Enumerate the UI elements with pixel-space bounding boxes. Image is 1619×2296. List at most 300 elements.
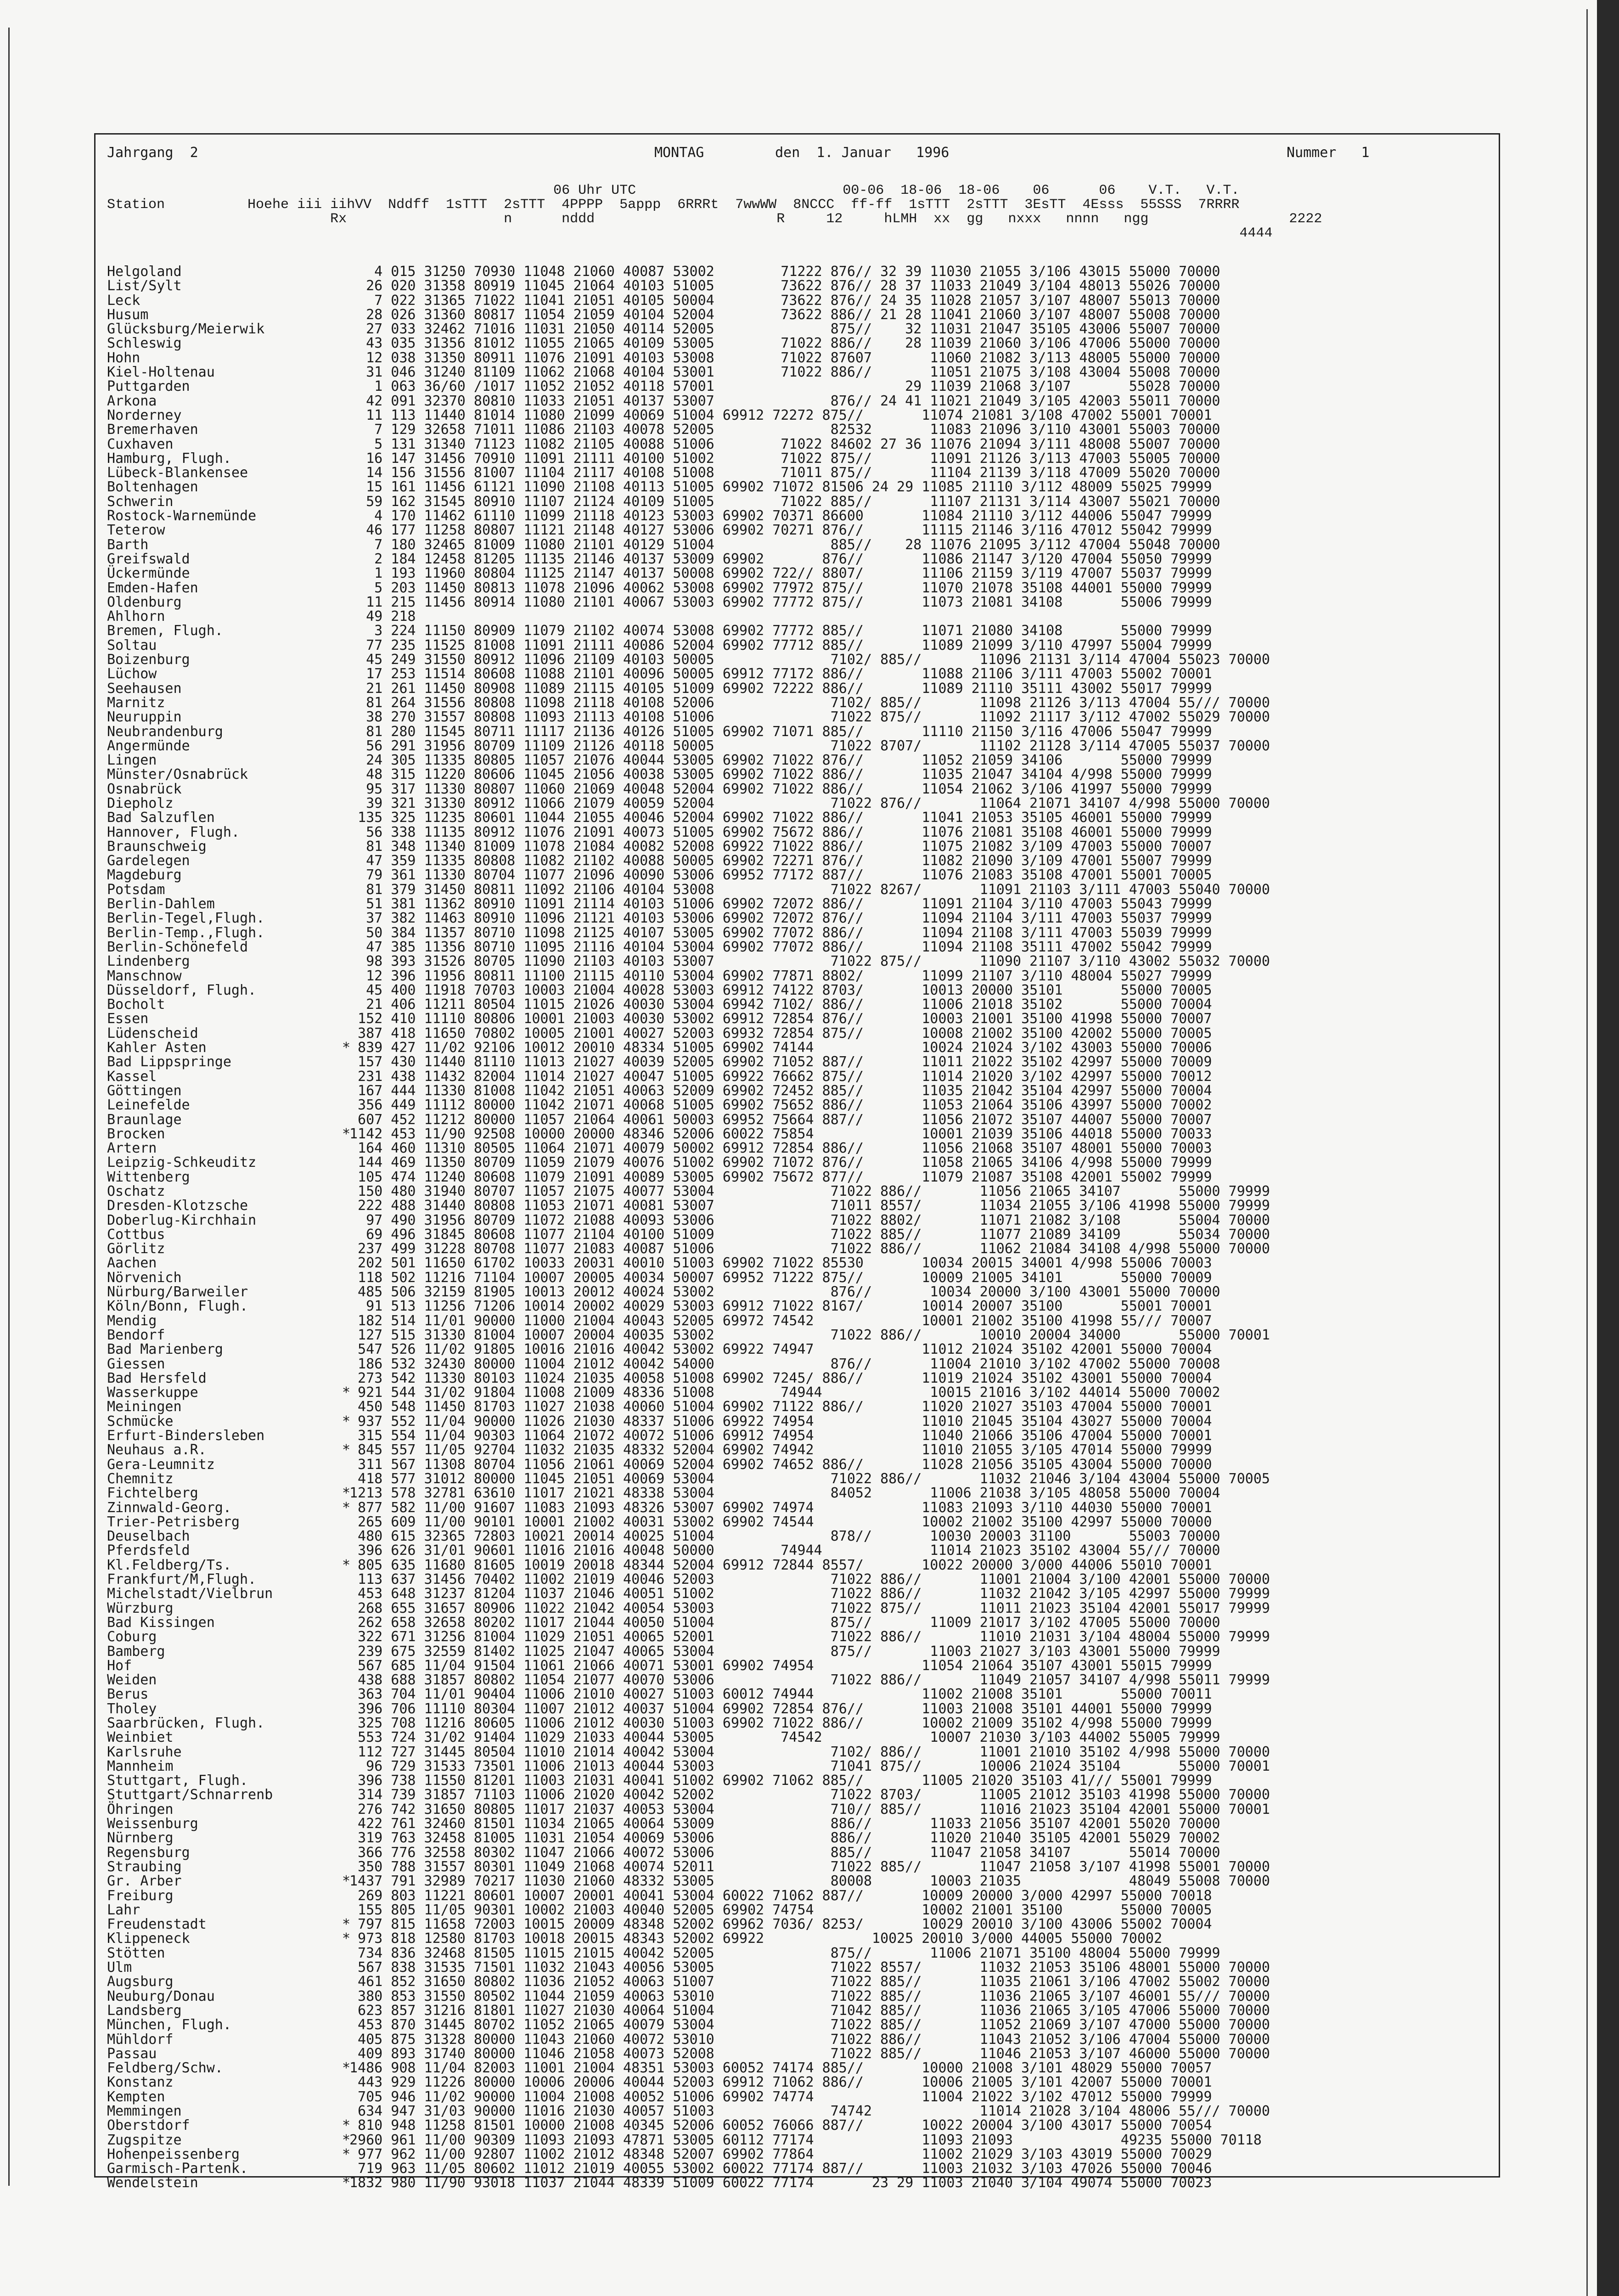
station-values: 113 637 31456 70402 11002 21019 40046 52003 71022 886// 11001 21004 3/100 42001 55000 70000 bbox=[349, 1571, 1270, 1588]
station-name: Puttgarden bbox=[107, 378, 190, 395]
station-name: Tholey bbox=[107, 1700, 157, 1717]
station-values: 461 852 31650 80802 11036 21052 40063 51007 71022 885// 11035 21061 3/106 47002 55002 70000 bbox=[349, 1974, 1270, 1990]
station-name: Doberlug-Kirchhain bbox=[107, 1212, 257, 1228]
station-row bbox=[107, 1155, 1484, 1170]
station-name: Giessen bbox=[107, 1356, 165, 1372]
station-values: 186 532 32430 80000 11004 21012 40042 54000 876// 11004 21010 3/102 47002 55000 70008 bbox=[349, 1356, 1220, 1372]
station-row bbox=[107, 954, 1484, 968]
station-values: 356 449 11112 80000 11042 21071 40068 51005 69902 75652 886// 11053 21064 35106 43997 55000 70002 bbox=[349, 1097, 1212, 1114]
station-name: Bad Hersfeld bbox=[107, 1370, 207, 1386]
station-values: 42 091 32370 80810 11033 21051 40137 53007 876// 24 41 11021 21049 3/105 42003 55011 70000 bbox=[349, 393, 1220, 409]
station-values: 48 315 11220 80606 11045 21056 40038 53005 69902 71022 886// 11035 21047 34104 4/998 55000 79999 bbox=[349, 766, 1212, 783]
station-values: 973 818 12580 81703 10018 20015 48343 52002 69922 10025 20010 3/000 44005 55000 70002 bbox=[349, 1930, 1163, 1947]
station-row bbox=[107, 480, 1484, 494]
station-name: Magdeburg bbox=[107, 867, 182, 884]
station-values: 157 430 11440 81110 11013 21027 40039 52005 69902 71052 887// 11011 21022 35102 42997 55000 70009 bbox=[349, 1054, 1212, 1070]
station-name: Oberstdorf bbox=[107, 2117, 190, 2134]
station-values: 202 501 11650 61702 10033 20031 40010 51003 69902 71022 85530 10034 20015 34001 4/998 55006 70003 bbox=[349, 1255, 1212, 1272]
station-values: 2960 961 11/00 90309 11093 21093 47871 53005 60112 77174 11093 21093 49235 55000 70118 bbox=[349, 2132, 1262, 2148]
station-values: 81 348 11340 81009 11078 21084 40082 52008 69922 71022 886// 11075 21082 3/109 47003 55000 70007 bbox=[349, 838, 1212, 855]
station-values: 38 270 31557 80808 11093 21113 40108 51006 71022 875// 11092 21117 3/112 47002 55029 70000 bbox=[349, 709, 1270, 726]
station-values: 77 235 11525 81008 11091 21111 40086 52004 69902 77712 885// 11089 21099 3/110 47997 55004 79999 bbox=[349, 637, 1212, 653]
station-name: Ulm bbox=[107, 1959, 132, 1976]
station-values: 47 359 11335 80808 11082 21102 40088 50005 69902 72271 876// 11082 21090 3/109 47001 55007 79999 bbox=[349, 853, 1212, 869]
station-row bbox=[107, 940, 1484, 954]
binder-edge bbox=[0, 28, 10, 2186]
station-name: Zinnwald-Georg. bbox=[107, 1499, 231, 1516]
station-name: Meiningen bbox=[107, 1399, 182, 1415]
station-name: Soltau bbox=[107, 637, 157, 653]
station-name: Potsdam bbox=[107, 881, 165, 898]
station-row bbox=[107, 1572, 1484, 1587]
station-name: Leipzig-Schkeuditz bbox=[107, 1154, 257, 1171]
station-row bbox=[107, 1227, 1484, 1242]
station-values: 81 379 31450 80811 11092 21106 40104 53008 71022 8267/ 11091 21103 3/111 47003 55040 70000 bbox=[349, 881, 1270, 898]
station-row bbox=[107, 696, 1484, 710]
mountain-station-marker: * bbox=[342, 1557, 351, 1573]
station-values: 805 635 11680 81605 10019 20018 48344 52004 69912 72844 8557/ 10022 20000 3/000 44006 55010 70001 bbox=[349, 1557, 1212, 1573]
station-values: 7 129 32658 71011 11086 21103 40078 52005 82532 11083 21096 3/110 43001 55003 70000 bbox=[349, 422, 1220, 438]
station-name: Bremen, Flugh. bbox=[107, 623, 223, 639]
station-values: 21 261 11450 80908 11089 21115 40105 51009 69902 72222 886// 11089 21110 35111 43002 55017 79999 bbox=[349, 680, 1212, 697]
station-name: Konstanz bbox=[107, 2074, 174, 2091]
station-values: 418 577 31012 80000 11045 21051 40069 53004 71022 886// 11032 21046 3/104 43004 55000 70005 bbox=[349, 1470, 1270, 1487]
station-values: 96 729 31533 73501 11006 21013 40044 53003 71041 875// 10006 21024 35104 55000 70001 bbox=[349, 1758, 1270, 1774]
station-values: 155 805 11/05 90301 10002 21003 40040 52005 69902 74754 10002 21001 35100 55000 70005 bbox=[349, 1902, 1212, 1918]
station-name: Neuburg/Donau bbox=[107, 1988, 215, 2004]
station-row bbox=[107, 1903, 1484, 1917]
station-row bbox=[107, 710, 1484, 724]
station-name: Ückermünde bbox=[107, 565, 190, 582]
station-name: Brocken bbox=[107, 1125, 165, 1142]
station-values: 1213 578 32781 63610 11017 21021 48338 53004 84052 11006 21038 3/105 48058 55000 70004 bbox=[349, 1485, 1220, 1502]
station-values: 877 582 11/00 91607 11083 21093 48326 53007 69902 74974 11083 21093 3/110 44030 55000 70001 bbox=[349, 1499, 1212, 1516]
station-name: Oschatz bbox=[107, 1183, 165, 1199]
station-row bbox=[107, 2018, 1484, 2032]
station-name: Manschnow bbox=[107, 968, 182, 984]
station-name: Gr. Arber bbox=[107, 1873, 182, 1890]
station-row bbox=[107, 1285, 1484, 1299]
station-row bbox=[107, 1113, 1484, 1127]
station-row bbox=[107, 1788, 1484, 1802]
station-name: List/Sylt bbox=[107, 278, 182, 294]
station-values: 152 410 11110 80806 10001 21003 40030 53002 69912 72854 876// 10003 21001 35100 41998 55000 70007 bbox=[349, 1011, 1212, 1027]
station-values: 118 502 11216 71104 10007 20005 40034 50007 69952 71222 875// 10009 21005 34101 55000 70009 bbox=[349, 1269, 1212, 1286]
station-name: Klippeneck bbox=[107, 1930, 190, 1947]
station-values: 5 203 11450 80813 11078 21096 40062 53008 69902 77972 875// 11070 21078 35108 44001 55000 79999 bbox=[349, 580, 1212, 596]
station-row bbox=[107, 1745, 1484, 1759]
station-values: 50 384 11357 80710 11098 21125 40107 53005 69902 77072 886// 11094 21108 3/111 47003 55039 79999 bbox=[349, 924, 1212, 941]
station-row bbox=[107, 2118, 1484, 2133]
station-name: Osnabrück bbox=[107, 781, 182, 797]
station-name: Barth bbox=[107, 536, 149, 553]
station-values: 607 452 11212 80000 11057 21064 40061 50003 69952 75664 887// 11056 21072 35107 44007 55000 70007 bbox=[349, 1111, 1212, 1128]
station-row bbox=[107, 1687, 1484, 1701]
station-row bbox=[107, 1256, 1484, 1270]
station-name: Kassel bbox=[107, 1068, 157, 1085]
date: den 1. Januar 1996 bbox=[775, 145, 950, 161]
station-row bbox=[107, 2075, 1484, 2089]
station-name: Karlsruhe bbox=[107, 1744, 182, 1760]
station-row bbox=[107, 997, 1484, 1012]
station-name: Garmisch-Partenk. bbox=[107, 2161, 248, 2177]
station-values: 4 015 31250 70930 11048 21060 40087 53002 71222 876// 32 39 11030 21055 3/106 43015 55000 70000 bbox=[349, 264, 1220, 280]
station-name: Lübeck-Blankensee bbox=[107, 465, 248, 481]
station-name: Leinefelde bbox=[107, 1097, 190, 1114]
station-name: Dresden-Klotzsche bbox=[107, 1198, 248, 1214]
station-row bbox=[107, 1429, 1484, 1443]
station-row bbox=[107, 1242, 1484, 1256]
station-values: 12 396 11956 80811 11100 21115 40110 53004 69902 77871 8802/ 11099 21107 3/110 48004 55027 79999 bbox=[349, 968, 1212, 984]
station-row bbox=[107, 796, 1484, 810]
station-row bbox=[107, 825, 1484, 839]
station-values: 450 548 11450 81703 11027 21038 40060 51004 69902 71122 886// 11020 21027 35103 47004 55000 70001 bbox=[349, 1399, 1212, 1415]
station-name: Michelstadt/Vielbrun bbox=[107, 1586, 273, 1602]
station-name: Greifswald bbox=[107, 551, 190, 567]
station-row bbox=[107, 365, 1484, 379]
station-row bbox=[107, 293, 1484, 308]
station-values: 937 552 11/04 90000 11026 21030 48337 51006 69922 74954 11010 21045 35104 43027 55000 70004 bbox=[349, 1413, 1212, 1429]
station-row bbox=[107, 782, 1484, 796]
station-values: 276 742 31650 80805 11017 21037 40053 53004 710// 885// 11016 21023 35104 42001 55000 70001 bbox=[349, 1801, 1270, 1818]
station-name: Deuselbach bbox=[107, 1528, 190, 1545]
station-name: Hohn bbox=[107, 349, 141, 366]
station-row bbox=[107, 983, 1484, 997]
station-values: 12 038 31350 80911 11076 21091 40103 53008 71022 87607 11060 21082 3/113 48005 55000 70000 bbox=[349, 349, 1220, 366]
station-name: Fichtelberg bbox=[107, 1485, 198, 1502]
station-row bbox=[107, 495, 1484, 509]
column-headers: 06 Uhr UTC 00-06 18-06 18-06 06 06 V.T. V.T. Station Hoehe iii iihVV Nddff 1sTTT 2sTTT 4PPPP 5appp 6RRRt 7wwWW 8NCCC ff-ff 1sTTT 2sTTT 3EsTT 4Esss 55SSS 7RRRR Rx n nddd R 12 hLMH xx gg nxxx nnnn ngg 2222 4444 bbox=[107, 183, 1322, 241]
station-values: 45 249 31550 80912 11096 21109 40103 50005 7102/ 885// 11096 21131 3/114 47004 55023 70000 bbox=[349, 652, 1270, 668]
station-values: 322 671 31256 81004 11029 21051 40065 52001 71022 886// 11010 21031 3/104 48004 55000 79999 bbox=[349, 1629, 1270, 1645]
station-values: 16 147 31456 70910 11091 21111 40100 51002 71022 875// 11091 21126 3/113 47003 55005 70000 bbox=[349, 450, 1220, 467]
station-name: Düsseldorf, Flugh. bbox=[107, 982, 257, 998]
station-name: Leck bbox=[107, 292, 141, 309]
station-name: Gera-Leumnitz bbox=[107, 1456, 215, 1473]
station-name: Rostock-Warnemünde bbox=[107, 508, 257, 524]
station-values: 797 815 11658 72003 10015 20009 48348 52002 69962 7036/ 8253/ 10029 20010 3/100 43006 55002 70004 bbox=[349, 1916, 1212, 1933]
station-row bbox=[107, 509, 1484, 523]
station-row bbox=[107, 1069, 1484, 1084]
station-row bbox=[107, 1659, 1484, 1673]
station-name: Lahr bbox=[107, 1902, 141, 1918]
station-row bbox=[107, 1630, 1484, 1644]
station-name: Boizenburg bbox=[107, 652, 190, 668]
station-name: Stuttgart/Schnarrenb bbox=[107, 1787, 273, 1803]
station-values: 79 361 11330 80704 11077 21096 40090 53006 69952 77172 887// 11076 21083 35108 47001 55001 70005 bbox=[349, 867, 1212, 884]
station-values: 237 499 31228 80708 11077 21083 40087 51006 71022 886// 11062 21084 34108 4/998 55000 70000 bbox=[349, 1241, 1270, 1257]
station-name: Straubing bbox=[107, 1858, 182, 1875]
station-name: Stuttgart, Flugh. bbox=[107, 1773, 248, 1789]
station-values: 7 180 32465 81009 11080 21101 40129 51004 885// 28 11076 21095 3/112 47004 55048 70000 bbox=[349, 536, 1220, 553]
station-values: 363 704 11/01 90404 11006 21010 40027 51003 60012 74944 11002 21008 35101 55000 70011 bbox=[349, 1686, 1212, 1703]
station-row bbox=[107, 451, 1484, 466]
station-row bbox=[107, 1860, 1484, 1874]
station-values: 46 177 11258 80807 11121 21148 40127 53006 69902 70271 876// 11115 21146 3/116 47012 55042 79999 bbox=[349, 522, 1212, 539]
station-row bbox=[107, 1730, 1484, 1745]
station-values: 17 253 11514 80608 11088 21101 40096 50005 69912 77172 886// 11088 21106 3/111 47003 55002 70001 bbox=[349, 666, 1212, 682]
station-values: 39 321 31330 80912 11066 21079 40059 52004 71022 876// 11064 21071 34107 4/998 55000 70000 bbox=[349, 795, 1270, 811]
mountain-station-marker: * bbox=[342, 1873, 351, 1890]
station-row bbox=[107, 725, 1484, 739]
station-name: Schleswig bbox=[107, 335, 182, 352]
station-values: 51 381 11362 80910 11091 21114 40103 51006 69902 72072 886// 11091 21104 3/110 47003 55043 79999 bbox=[349, 896, 1212, 912]
station-values: 11 215 11456 80914 11080 21101 40067 53003 69902 77772 875// 11073 21081 34108 55006 79999 bbox=[349, 594, 1212, 610]
station-row bbox=[107, 883, 1484, 897]
station-row bbox=[107, 1831, 1484, 1845]
station-row bbox=[107, 1759, 1484, 1773]
station-name: Berlin-Dahlem bbox=[107, 896, 215, 912]
station-name: Erfurt-Bindersleben bbox=[107, 1428, 265, 1444]
station-name: Aachen bbox=[107, 1255, 157, 1272]
station-row bbox=[107, 1458, 1484, 1472]
mountain-station-marker: * bbox=[342, 1040, 351, 1056]
station-values: 37 382 11463 80910 11096 21121 40103 53006 69902 72072 876// 11094 21104 3/111 47003 55037 79999 bbox=[349, 910, 1212, 927]
station-row bbox=[107, 1299, 1484, 1313]
station-row bbox=[107, 868, 1484, 882]
station-name: Essen bbox=[107, 1011, 149, 1027]
station-row bbox=[107, 2176, 1484, 2190]
station-values: 269 803 11221 80601 10007 20001 40041 53004 60022 71062 887// 10009 20000 3/000 42997 55000 70018 bbox=[349, 1887, 1212, 1904]
station-row bbox=[107, 1515, 1484, 1529]
station-values: 387 418 11650 70802 10005 21001 40027 52003 69932 72854 875// 10008 21002 35100 42002 55000 70005 bbox=[349, 1025, 1212, 1041]
station-row bbox=[107, 264, 1484, 279]
station-values: 91 513 11256 71206 10014 20002 40029 53003 69912 71022 8167/ 10014 20007 35100 55001 70001 bbox=[349, 1298, 1212, 1315]
station-name: Hannover, Flugh. bbox=[107, 824, 240, 840]
mountain-station-marker: * bbox=[342, 2060, 351, 2077]
station-row bbox=[107, 279, 1484, 293]
station-row bbox=[107, 336, 1484, 350]
station-values: 127 515 31330 81004 10007 20004 40035 53002 71022 886// 10010 20004 34000 55000 70001 bbox=[349, 1327, 1270, 1343]
station-name: Angermünde bbox=[107, 737, 190, 754]
station-row bbox=[107, 581, 1484, 595]
station-row bbox=[107, 810, 1484, 825]
station-values: 623 857 31216 81801 11027 21030 40064 51004 71042 885// 11036 21065 3/105 47006 55000 70000 bbox=[349, 2002, 1270, 2019]
mountain-station-marker: * bbox=[342, 1384, 351, 1401]
station-name: Husum bbox=[107, 306, 149, 323]
station-name: Frankfurt/M,Flugh. bbox=[107, 1571, 257, 1588]
station-row bbox=[107, 351, 1484, 365]
station-row bbox=[107, 1084, 1484, 1098]
station-name: Bamberg bbox=[107, 1643, 165, 1660]
station-name: Kl.Feldberg/Ts. bbox=[107, 1557, 231, 1573]
station-name: Weiden bbox=[107, 1672, 157, 1688]
station-name: Freudenstadt bbox=[107, 1916, 207, 1933]
station-values: 167 444 11330 81008 11042 21051 40063 52009 69902 72452 885// 11035 21042 35104 42997 55000 70004 bbox=[349, 1082, 1212, 1099]
station-name: Münster/Osnabrück bbox=[107, 766, 248, 783]
station-name: Bad Lippspringe bbox=[107, 1054, 231, 1070]
station-name: Berlin-Temp.,Flugh. bbox=[107, 924, 265, 941]
station-row bbox=[107, 753, 1484, 767]
station-values: 112 727 31445 80504 11010 21014 40042 53004 7102/ 886// 11001 21010 35102 4/998 55000 70000 bbox=[349, 1744, 1270, 1760]
station-row bbox=[107, 1371, 1484, 1385]
station-name: Nürburg/Barweiler bbox=[107, 1284, 248, 1300]
mountain-station-marker: * bbox=[342, 1485, 351, 1502]
mountain-station-marker: * bbox=[342, 1442, 351, 1458]
station-row bbox=[107, 739, 1484, 753]
station-row bbox=[107, 1644, 1484, 1659]
station-values: 350 788 31557 80301 11049 21068 40074 52011 71022 885// 11047 21058 3/107 41998 55001 70000 bbox=[349, 1858, 1270, 1875]
station-row bbox=[107, 1817, 1484, 1831]
station-name: Glücksburg/Meierwik bbox=[107, 321, 265, 338]
station-name: Chemnitz bbox=[107, 1470, 174, 1487]
station-values: 567 685 11/04 91504 11061 21066 40071 53001 69902 74954 11054 21064 35107 43001 55015 79999 bbox=[349, 1657, 1212, 1674]
station-values: 222 488 31440 80808 11053 21071 40081 53007 71011 8557/ 11034 21055 3/106 41998 55000 79999 bbox=[349, 1198, 1270, 1214]
station-name: Hamburg, Flugh. bbox=[107, 450, 231, 467]
station-row bbox=[107, 1975, 1484, 1989]
station-table bbox=[107, 264, 1484, 2190]
station-name: Freiburg bbox=[107, 1887, 174, 1904]
station-values: 15 161 11456 61121 11090 21108 40113 51005 69902 71072 81506 24 29 11085 21110 3/112 48009 55025 79999 bbox=[349, 479, 1212, 495]
station-values: 921 544 31/02 91804 11008 21009 48336 51008 74944 10015 21016 3/102 44014 55000 70002 bbox=[349, 1384, 1220, 1401]
station-values: 977 962 11/00 92807 11002 21012 48348 52007 69902 77864 11002 21029 3/103 43019 55000 70029 bbox=[349, 2146, 1212, 2162]
station-values: 314 739 31857 71103 11006 21020 40042 52002 71022 8703/ 11005 21012 35103 41998 55000 70000 bbox=[349, 1787, 1270, 1803]
station-name: Berus bbox=[107, 1686, 149, 1703]
station-name: Norderney bbox=[107, 407, 182, 423]
station-values: 98 393 31526 80705 11090 21103 40103 53007 71022 875// 11090 21107 3/110 43002 55032 70000 bbox=[349, 953, 1270, 970]
station-values: 553 724 31/02 91404 11029 21033 40044 53005 74542 10007 21030 3/103 44002 55005 79999 bbox=[349, 1729, 1220, 1746]
station-row bbox=[107, 2090, 1484, 2104]
station-name: Bendorf bbox=[107, 1327, 165, 1343]
station-row bbox=[107, 1716, 1484, 1730]
mountain-station-marker: * bbox=[342, 1916, 351, 1933]
station-row bbox=[107, 1400, 1484, 1414]
station-name: Lüdenscheid bbox=[107, 1025, 198, 1041]
station-values: 438 688 31857 80802 11054 21077 40070 53006 71022 886// 11049 21057 34107 4/998 55011 79999 bbox=[349, 1672, 1270, 1688]
station-values: 1 193 11960 80804 11125 21147 40137 50008 69902 722// 8807/ 11106 21159 3/119 47007 55037 79999 bbox=[349, 565, 1212, 582]
station-row bbox=[107, 2147, 1484, 2161]
station-row bbox=[107, 422, 1484, 437]
volume-label: Jahrgang 2 bbox=[107, 145, 198, 161]
station-row bbox=[107, 437, 1484, 451]
station-row bbox=[107, 1141, 1484, 1155]
station-row bbox=[107, 1529, 1484, 1543]
station-name: Hof bbox=[107, 1657, 132, 1674]
station-values: 311 567 11308 80704 11056 21061 40069 52004 69902 74652 886// 11028 21056 35105 43004 55000 70000 bbox=[349, 1456, 1212, 1473]
station-row bbox=[107, 2104, 1484, 2118]
station-row bbox=[107, 1314, 1484, 1328]
station-name: Wendelstein bbox=[107, 2175, 198, 2191]
station-name: Coburg bbox=[107, 1629, 157, 1645]
station-values: 5 131 31340 71123 11082 21105 40088 51006 71022 84602 27 36 11076 21094 3/111 48008 55007 70000 bbox=[349, 436, 1220, 452]
station-row bbox=[107, 681, 1484, 696]
station-row bbox=[107, 1041, 1484, 1055]
station-row bbox=[107, 1702, 1484, 1716]
station-name: Schwerin bbox=[107, 493, 174, 510]
station-values: 231 438 11432 82004 11014 21027 40047 51005 69922 76662 875// 11014 21020 3/102 42997 55000 70012 bbox=[349, 1068, 1212, 1085]
station-values: 21 406 11211 80504 11015 21026 40030 53004 69942 7102/ 886// 11006 21018 35102 55000 70004 bbox=[349, 996, 1212, 1013]
station-name: Mühldorf bbox=[107, 2031, 174, 2048]
station-name: Oldenburg bbox=[107, 594, 182, 610]
station-row bbox=[107, 1443, 1484, 1457]
station-values: 135 325 11235 80601 11044 21055 40046 52004 69902 71022 886// 11041 21053 35105 46001 55000 79999 bbox=[349, 810, 1212, 826]
station-values: 49 218 bbox=[349, 608, 416, 625]
station-name: Regensburg bbox=[107, 1844, 190, 1861]
station-row bbox=[107, 1472, 1484, 1486]
station-name: Schmücke bbox=[107, 1413, 174, 1429]
station-name: Arkona bbox=[107, 393, 157, 409]
station-values: 69 496 31845 80608 11077 21104 40100 51009 71022 885// 11077 21089 34109 55034 70000 bbox=[349, 1226, 1270, 1243]
station-name: Braunlage bbox=[107, 1111, 182, 1128]
station-row bbox=[107, 1989, 1484, 2003]
station-row bbox=[107, 624, 1484, 638]
station-values: 268 655 31657 80906 11022 21042 40054 53003 71022 875// 11011 21023 35104 42001 55017 79999 bbox=[349, 1600, 1270, 1616]
station-row bbox=[107, 1874, 1484, 1888]
mountain-station-marker: * bbox=[342, 1930, 351, 1947]
station-name: Göttingen bbox=[107, 1082, 182, 1099]
station-name: Würzburg bbox=[107, 1600, 174, 1616]
station-values: 47 385 11356 80710 11095 21116 40104 53004 69902 77072 886// 11094 21108 35111 47002 55042 79999 bbox=[349, 939, 1212, 955]
station-row bbox=[107, 854, 1484, 868]
station-row bbox=[107, 1026, 1484, 1041]
station-values: 144 469 11350 80709 11059 21079 40076 51002 69902 71072 876// 11058 21065 34106 4/998 55000 79999 bbox=[349, 1154, 1212, 1171]
station-name: Weissenburg bbox=[107, 1816, 198, 1832]
station-name: Kahler Asten bbox=[107, 1040, 207, 1056]
station-row bbox=[107, 839, 1484, 854]
station-values: 719 963 11/05 80602 11012 21019 40055 53002 60022 77174 887// 11003 21032 3/103 47026 55000 70046 bbox=[349, 2161, 1212, 2177]
station-name: Wittenberg bbox=[107, 1169, 190, 1185]
station-name: Saarbrücken, Flugh. bbox=[107, 1715, 265, 1731]
station-row bbox=[107, 1486, 1484, 1500]
station-name: Emden-Hafen bbox=[107, 580, 198, 596]
station-name: Landsberg bbox=[107, 2002, 182, 2019]
station-row bbox=[107, 1199, 1484, 1213]
station-values: 11 113 11440 81014 11080 21099 40069 51004 69912 72272 875// 11074 21081 3/108 47002 55001 70001 bbox=[349, 407, 1212, 423]
station-name: Berlin-Schönefeld bbox=[107, 939, 248, 955]
station-row bbox=[107, 1501, 1484, 1515]
station-row bbox=[107, 638, 1484, 653]
station-name: Feldberg/Schw. bbox=[107, 2060, 223, 2077]
station-name: Nürnberg bbox=[107, 1830, 174, 1846]
station-values: 366 776 32558 80302 11047 21066 40072 53006 885// 11047 21058 34107 55014 70000 bbox=[349, 1844, 1220, 1861]
station-values: 319 763 32458 81005 11031 21054 40069 53006 886// 11020 21040 35105 42001 55029 70002 bbox=[349, 1830, 1220, 1846]
station-values: 634 947 31/03 90000 11016 21030 40057 51003 74742 11014 21028 3/104 48006 55/// 70000 bbox=[349, 2103, 1270, 2119]
station-values: 485 506 32159 81905 10013 20012 40024 53002 876// 10034 20000 3/100 43001 55000 70000 bbox=[349, 1284, 1220, 1300]
station-name: Artern bbox=[107, 1140, 157, 1157]
station-name: Bad Kissingen bbox=[107, 1614, 215, 1631]
station-row bbox=[107, 1012, 1484, 1026]
station-row bbox=[107, 969, 1484, 983]
station-row bbox=[107, 1213, 1484, 1227]
station-row bbox=[107, 767, 1484, 782]
station-values: 150 480 31940 80707 11057 21075 40077 53004 71022 886// 11056 21065 34107 55000 79999 bbox=[349, 1183, 1270, 1199]
station-name: Wasserkuppe bbox=[107, 1384, 198, 1401]
station-row bbox=[107, 1917, 1484, 1931]
station-name: Gardelegen bbox=[107, 853, 190, 869]
station-row bbox=[107, 566, 1484, 580]
station-values: 43 035 31356 81012 11055 21065 40109 53005 71022 886// 28 11039 21060 3/106 47006 55000 70000 bbox=[349, 335, 1220, 352]
station-row bbox=[107, 1587, 1484, 1601]
station-row bbox=[107, 466, 1484, 480]
station-values: 845 557 11/05 92704 11032 21035 48332 52004 69902 74942 11010 21055 3/105 47014 55000 79999 bbox=[349, 1442, 1212, 1458]
station-values: 480 615 32365 72803 10021 20014 40025 51004 878// 10030 20003 31100 55003 70000 bbox=[349, 1528, 1220, 1545]
station-values: 59 162 31545 80910 11107 21124 40109 51005 71022 885// 11107 21131 3/114 43007 55021 70000 bbox=[349, 493, 1220, 510]
station-values: 443 929 11226 80000 10006 20006 40044 52003 69912 71062 886// 10006 21005 3/101 42007 55000 70001 bbox=[349, 2074, 1212, 2091]
station-row bbox=[107, 1342, 1484, 1356]
station-name: Neuhaus a.R. bbox=[107, 1442, 207, 1458]
station-values: 265 609 11/00 90101 10001 21002 40031 53002 69902 74544 10002 21002 35100 42997 55000 70000 bbox=[349, 1514, 1212, 1530]
station-values: 705 946 11/02 90000 11004 21008 40052 51006 69902 74774 11004 21022 3/102 47012 55000 79999 bbox=[349, 2088, 1212, 2105]
station-name: Lindenberg bbox=[107, 953, 190, 970]
station-values: 567 838 31535 71501 11032 21043 40056 53005 71022 8557/ 11032 21053 35106 48001 55000 70000 bbox=[349, 1959, 1270, 1976]
station-values: 325 708 11216 80605 11006 21012 40030 51003 69902 71022 886// 10002 21009 35102 4/998 55000 79999 bbox=[349, 1715, 1212, 1731]
station-name: Augsburg bbox=[107, 1974, 174, 1990]
station-row bbox=[107, 1357, 1484, 1371]
station-values: 810 948 11258 81501 10000 21008 40345 52006 60052 76066 887// 10022 20004 3/100 43017 55000 70054 bbox=[349, 2117, 1212, 2134]
station-values: 31 046 31240 81109 11062 21068 40104 53001 71022 886// 11051 21075 3/108 43004 55008 70000 bbox=[349, 364, 1220, 381]
station-values: 273 542 11330 80103 11024 21035 40058 51008 69902 7245/ 886// 11019 21024 35102 43001 55000 70004 bbox=[349, 1370, 1212, 1386]
station-values: 164 460 11310 80505 11064 21071 40079 50002 69912 72854 886// 11056 21068 35107 48001 55000 70003 bbox=[349, 1140, 1212, 1157]
